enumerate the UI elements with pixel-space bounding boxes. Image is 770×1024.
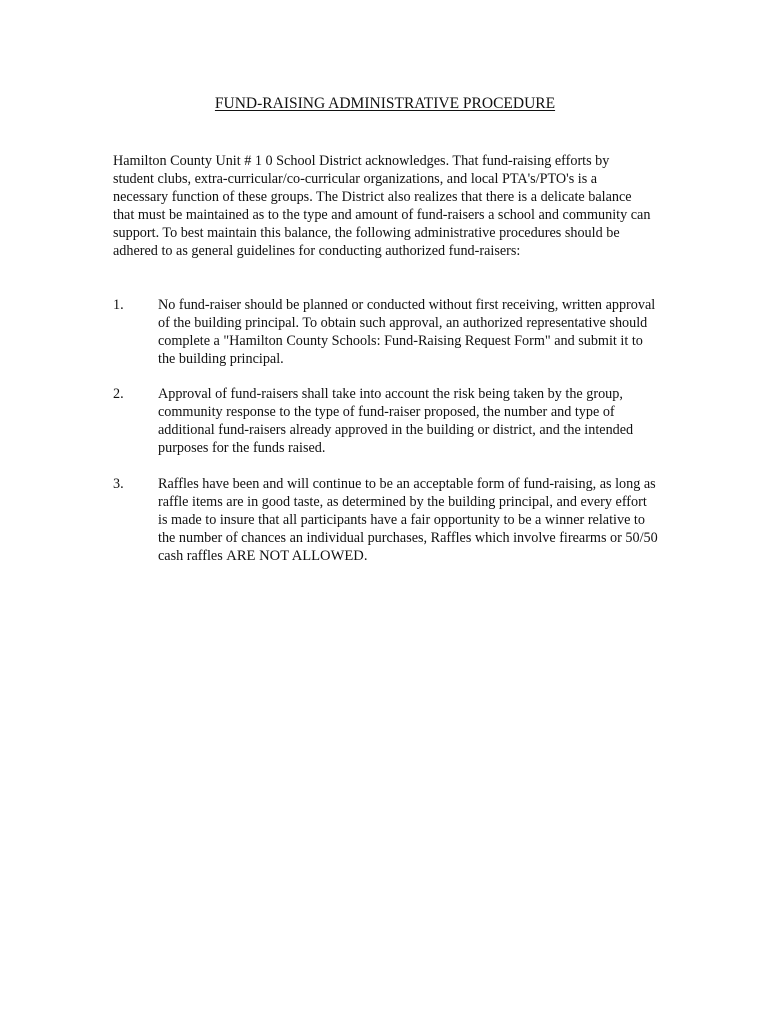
list-item-2 [113, 385, 663, 457]
list-item-text: Raffles have been and will continue to be an acceptable form of fund-raising, as long as raffle items are in good taste, as determined by the building principal, and every effort is made to insure that all participants have a fair opportunity to be a winner relative to the number of chances an individual purchases, Raffles which involve firearms or 50/50 cash raffles [158, 476, 658, 564]
list-item-text-container [158, 475, 658, 565]
document-title: FUND-RAISING ADMINISTRATIVE PROCEDURE [214, 95, 556, 112]
list-item-number: 2. [113, 386, 124, 402]
emphasis-text: ARE NOT ALLOWED. [226, 548, 368, 564]
intro-paragraph: Hamilton County Unit # 1 0 School District acknowledges. That fund-raising efforts by student clubs, extra-curricular/co-curricular organizations, and local PTA's/PTO's is a necessary function of these groups. The District also realizes that there is a delicate balance that must be maintained as to the type and amount of fund-raisers a school and community can support. To best maintain this balance, the following administrative procedures should be adhered to as general guidelines for conducting authorized fund-raisers: [113, 153, 651, 259]
list-item-number: 1. [113, 297, 124, 313]
list-item-text: Approval of fund-raisers shall take into account the risk being taken by the group, community response to the type of fund-raiser proposed, the number and type of additional fund-raisers already approved in the building or district, and the intended purposes for the funds raised. [158, 386, 634, 456]
list-item-number: 3. [113, 476, 124, 492]
list-item-3 [113, 475, 663, 565]
list-item-text: No fund-raiser should be planned or conducted without first receiving, written approval of the building principal. To obtain such approval, an authorized representative should complete a "Hamilton County Schools: Fund-Raising Request Form" and submit it to the building principal. [158, 297, 656, 367]
list-item-1 [113, 296, 663, 368]
